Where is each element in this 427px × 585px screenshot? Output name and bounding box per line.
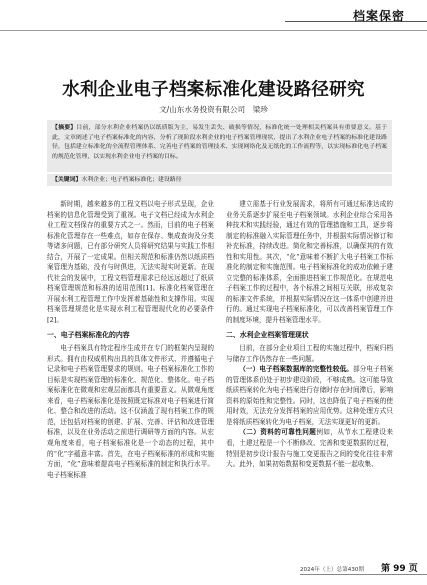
article-author: 文/山东水务投资有限公司 梁珍 bbox=[159, 105, 268, 114]
abstract-box bbox=[47, 120, 392, 172]
paragraph-text: 部分电子档案的管理体系仍处于初步建设阶段，不够成熟。这可能导致纸质档案转化为电子档案进行存储时存在时间滞后，影响资料的原始性和完整性。同时，这也降低了电子档案的使用时效，无法充分发挥档案的应用优势。这种处理方式只是将纸质档案转化为电子档案，无法实现更好的更新。 bbox=[226, 365, 394, 426]
paragraph bbox=[226, 364, 393, 427]
abstract-text: 目前，部分水利企业档案仍以纸质版为主，易发生丢失、破损等情况，标准化统一处理相关档案具有重要意义。基于此，文章阐述了电子档案标准化的内容，分析了现阶段水利企业的电子档案管理现状，提出了水利企业电子档案的标准化建设路径，包括建立标准化的全流程管理体系、完善电子档案的管理技术、实现网络化及无纸化的工作流程等，以实现标准化电子档案的规范化管理，以实现水利企业电子档案的目标。 bbox=[52, 125, 388, 160]
footer-issue: 2024年（上）总第430期 bbox=[300, 567, 365, 573]
section-heading: 二、水利企业档案管理现状 bbox=[226, 330, 309, 339]
paragraph: 目前，在部分企业项目工程的实施过程中，档案归档与储存工作仍然存在一些问题。 bbox=[226, 344, 393, 363]
paragraph: 建立需基于行业发展需求，将所有可通过标准达成的业务关系逐步扩展至电子档案领域。水利企业综合采用各种技术和实践经验，通过有效的管理措施和工具，逐步将制定的标准融入实际管理任务中，并根据实际情况修订和补充标准，持续改进。简化和完善标准，以确保其的有效性和实用性。其次，“化”意味着不断扩大电子档案工作标准化的制定和实施范围。电子档案标准化的成功依赖于建立完整的标准体系，全面推进档案工作规范化。在规范电子档案工作的过程中，各个标准之间相互关联，形成复杂的标准文件系统，并根据实际情况在这一体系中创建并进行的。通过实现电子档案标准化，可以改善档案管理工作的制度环境，提升档案管理水平。 bbox=[226, 200, 393, 325]
paragraph bbox=[226, 427, 393, 469]
right-column bbox=[226, 199, 393, 470]
paragraph: 新时期，越来越多的工程文档以电子形式呈现，企业档案的信息化管理受到了重视。电子文档已经成为水利企业工程文档保存的重要方式之一。然而，目前的电子档案标准化管理存在一些难点，如存在保存、集成查询及分类等诸多问题，已有部分研究人员将研究结果与实践工作相结合，开展了一定成果。但相关规范和标准仍然以纸质档案管理为基础，没有与时俱进，无法实现实时更新。在现代社会的发展中，工程文档管理需求已经远远超过了纸质档案管理规范和标准的适用范围[1]。标准化档案管理在开展水利工程管理工作中发挥着基础性和支撑作用。实现档案管理规范化是实现水利工程管理现代化的必要条件[2]。 bbox=[47, 200, 214, 325]
subsection-heading: （一）电子档案数据库的完整性较低。 bbox=[239, 365, 353, 374]
header-rule bbox=[0, 30, 427, 31]
left-column bbox=[47, 199, 214, 480]
footer-rule bbox=[300, 574, 427, 575]
section-tab bbox=[285, 4, 427, 22]
section-label: 档案保密 bbox=[352, 9, 405, 23]
keywords-label: 【关键词】 bbox=[52, 177, 82, 183]
page-number: 第 99 页 bbox=[381, 564, 418, 574]
subsection-heading: （二）资料的可靠性问题 bbox=[239, 428, 317, 437]
section-heading: 一、电子档案标准化的内容 bbox=[47, 330, 130, 339]
article-title: 水利企业电子档案标准化建设路径研究 bbox=[62, 80, 365, 100]
paragraph: 电子档案具有特定程序生成并在专门的框架内呈现的形式。拥有由权威机构出具的具体文件形式、并遵循电子记录和电子档案管理要求的规则。电子档案标准化工作的目标是实现档案管理的标准化、规范化、整体化。电子档案标准化在微观和宏观层面都具有重要意义。从微观角度来看，电子档案标准化是按照既定标准对电子档案进行简化、整合和改进的活动。这不仅涵盖了现有档案工作的规范，还包括对档案的创建、扩展、完善、评估和改进管理标准，以及在业务活动之前进行调研等方面的内容。从宏观角度来看，电子档案标准化是一个动态的过程，其中的“化”字蕴意丰富。首先，在电子档案标准的形成和实施方面，“化”意味着提高电子档案标准的制定和执行水平。电子档案标准 bbox=[47, 344, 214, 479]
paragraph-text: 例如，从节水工程建设来看，土建过程是一个不断修改、完善和变更数据的过程，特别是初步设计报告与施工变更报告之间的变化往往非常大。此外，如果初始数据和变更数据不能一起收集、 bbox=[226, 428, 394, 469]
keywords-box bbox=[47, 174, 392, 186]
abstract-label: 【摘要】 bbox=[52, 125, 77, 131]
keywords-text: 水利企业；电子档案标准化；建设路径 bbox=[81, 177, 182, 183]
